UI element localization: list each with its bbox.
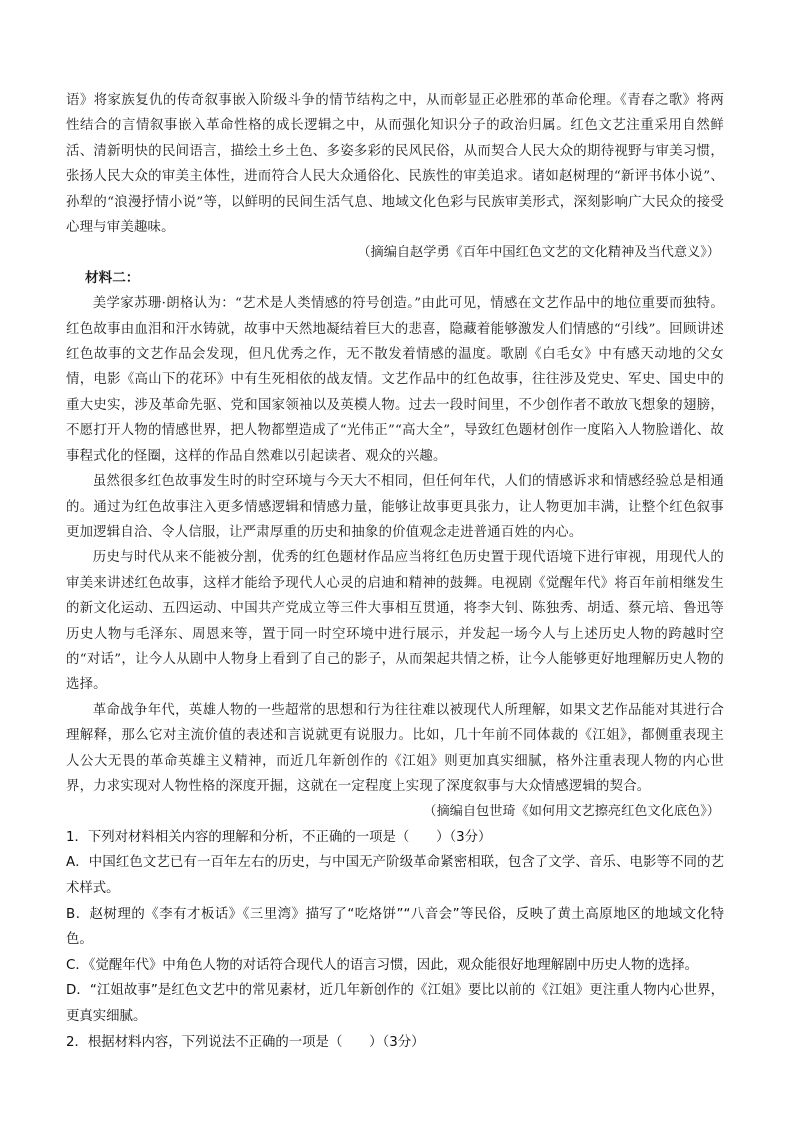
material1-source: （摘编自赵学勇《百年中国红色文艺的文化精神及当代意义》） [357,245,720,261]
question-2-stem: 2．根据材料内容，下列说法不正确的一项是（ ）（3分） [66,1034,425,1050]
material2-paragraph-3: 历史与时代从来不能被分割，优秀的红色题材作品应当将红色历史置于现代语境下进行审视，用现代人的审美来讲述红色故事，这样才能给予现代人心灵的启迪和精神的鼓舞。电视剧《觉醒年代》将百年前相继发生的新文化运动、五四运动、中国共产党成立等三件大事相互贯通，将李大钊、陈独秀、胡适、蔡元培、鲁迅等历史人物与毛泽东、周恩来等，置于同一时空环境中进行展示，并发起一场今人与上述历史人物的跨越时空的“对话”，让今人从剧中人物身上看到了自己的影子，从而架起共情之桥，让今人能够更好地理解历史人物的选择。 [66,550,724,693]
material2-paragraph-2: 虽然很多红色故事发生时的时空环境与今天大不相同，但任何年代，人们的情感诉求和情感经验总是相通的。通过为红色故事注入更多情感逻辑和情感力量，能够让故事更具张力，让人物更加丰满，让整个红色叙事更加逻辑自洽、令人信服，让严肃厚重的历史和抽象的价值观念走进普通百姓的内心。 [66,474,724,540]
material2-paragraph-1: 美学家苏珊·朗格认为：“艺术是人类情感的符号创造。”由此可见，情感在文艺作品中的地位重要而独特。红色故事由血泪和汗水铸就，故事中天然地凝结着巨大的悲喜，隐藏着能够激发人们情感的“引线”。回顾讲述红色故事的文艺作品会发现，但凡优秀之作，无不散发着情感的温度。歌剧《白毛女》中有感天动地的父女情，电影《高山下的花环》中有生死相依的战友情。文艺作品中的红色故事，往往涉及党史、军史、国史中的重大史实，涉及革命先驱、党和国家领袖以及英模人物。过去一段时间里，不少创作者不敢放飞想象的翅膀，不愿打开人物的情感世界，把人物都塑造成了“光伟正”“高大全”，导致红色题材创作一度陷入人物脸谱化、故事程式化的怪圈，这样的作品自然难以引起读者、观众的兴趣。 [66,296,724,464]
question-1-option-a: A．中国红色文艺已有一百年左右的历史，与中国无产阶级革命紧密相联，包含了文学、音乐、电影等不同的艺术样式。 [66,855,724,896]
material2-source: （摘编自包世琦《如何用文艺擦亮红色文化底色》） [423,804,720,820]
question-1-option-d: D．“江姐故事”是红色文艺中的常见素材，近几年新创作的《江姐》要比以前的《江姐》更注重人物内心世界，更真实细腻。 [66,983,724,1024]
question-1-option-b: B．赵树理的《李有才板话》《三里湾》描写了“吃烙饼”“八音会”等民俗，反映了黄土高原地区的地域文化特色。 [66,906,724,948]
question-1-option-c: C．《觉醒年代》中角色人物的对话符合现代人的语言习惯，因此，观众能很好地理解剧中历史人物的选择。 [66,957,699,973]
question-1-stem: 1．下列对材料相关内容的理解和分析，不正确的一项是（ ）（3分） [66,829,492,845]
material2-paragraph-4: 革命战争年代，英雄人物的一些超常的思想和行为往往难以被现代人所理解，如果文艺作品能对其进行合理解释，那么它对主流价值的表述和言说就更有说服力。比如，几十年前不同体裁的《江姐》，都侧重表现主人公大无畏的革命英雄主义精神，而近几年新创作的《江姐》则更加真实细腻，格外注重表现人物的内心世界，力求实现对人物性格的深度开掘，这就在一定程度上实现了深度叙事与大众情感逻辑的契合。 [66,702,724,794]
material1-paragraph: 语》将家族复仇的传奇叙事嵌入阶级斗争的情节结构之中，从而彰显正必胜邪的革命伦理。《青春之歌》将两性结合的言情叙事嵌入革命性格的成长逻辑之中，从而强化知识分子的政治归属。红色文艺注重采用自然鲜活、清新明快的民间语言，描绘土乡土色、多姿多彩的民风民俗，从而契合人民大众的期待视野与审美习惯，张扬人民大众的审美主体性，进而符合人民大众通俗化、民族性的审美追求。诸如赵树理的“新评书体小说”、孙犁的“浪漫抒情小说”等，以鲜明的民间生活气息、地域文化色彩与民族审美形式，深刻影响广大民众的接受心理与审美趣味。 [66,93,724,236]
material2-heading: 材料二： [85,269,140,286]
